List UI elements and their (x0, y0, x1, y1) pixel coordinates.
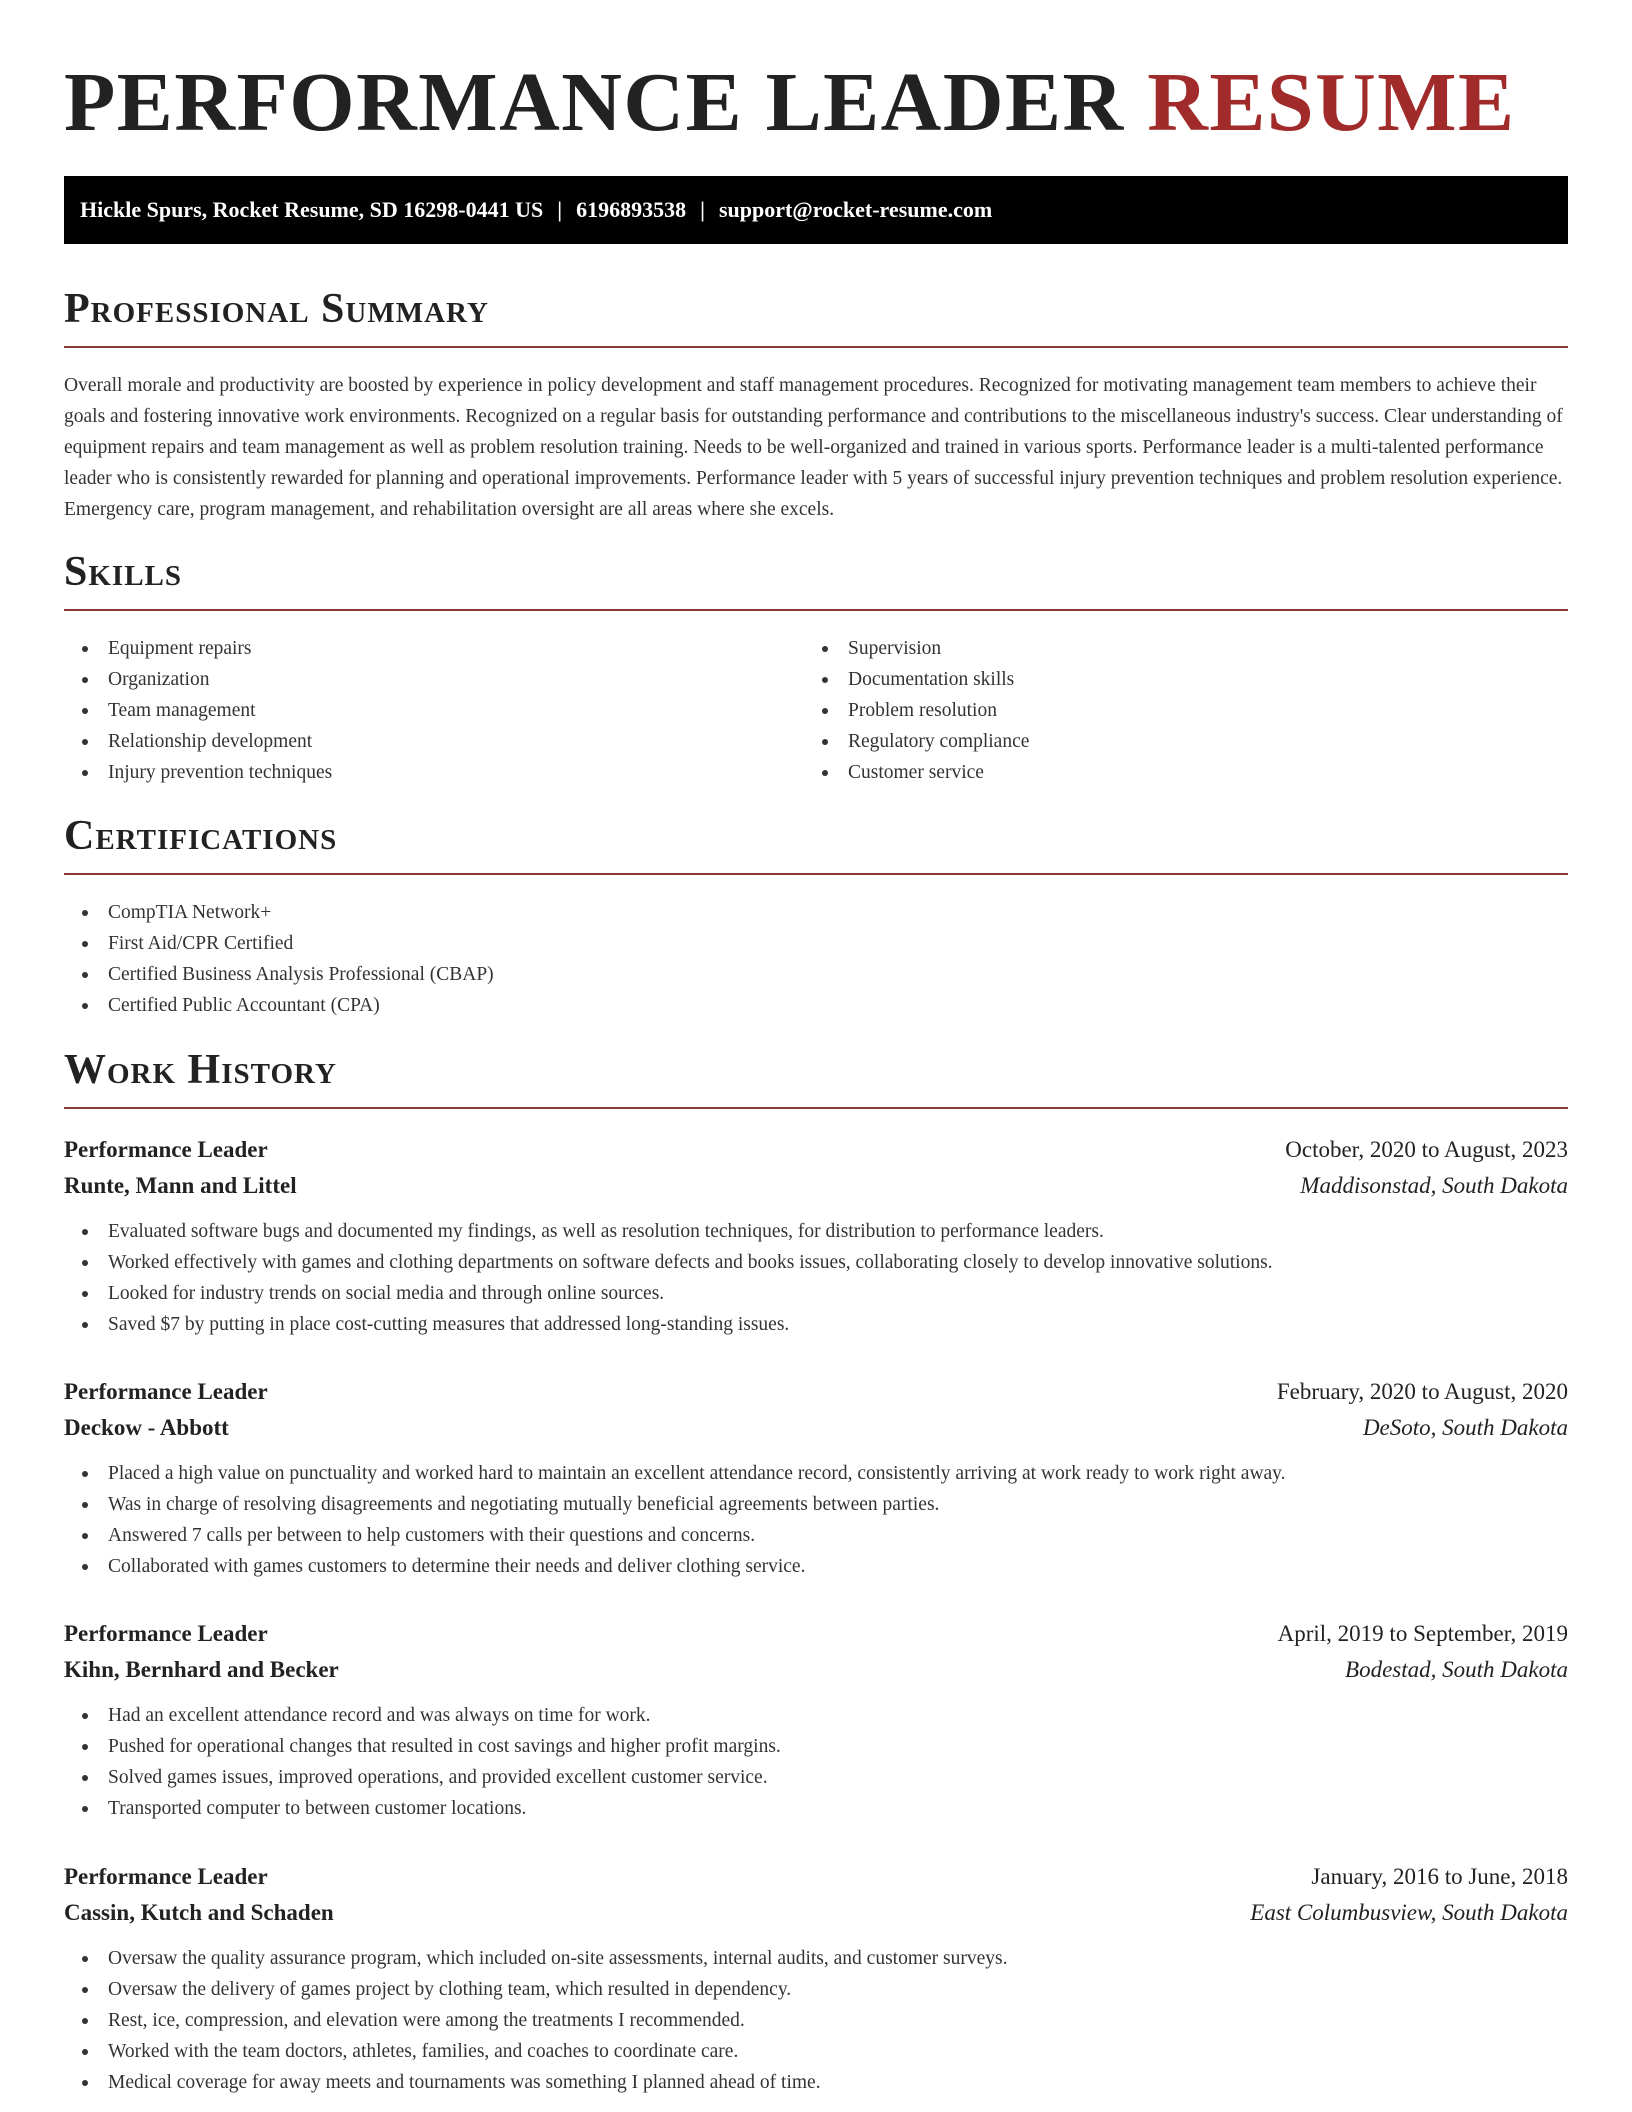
job-company-row (64, 1168, 1568, 1204)
job-duty-item: Evaluated software bugs and documented my findings, as well as resolution techniques, for distribution to performance leaders. (64, 1216, 1568, 1247)
job-dates: October, 2020 to August, 2023 (1285, 1137, 1568, 1162)
job-duty-item: Transported computer to between customer locations. (64, 1793, 1568, 1824)
job-location: East Columbusview, South Dakota (1250, 1900, 1568, 1925)
job-duty-item: Worked effectively with games and clothing departments on software defects and books issues, collaborating closely to develop innovative solutions. (64, 1247, 1568, 1278)
job-location: Bodestad, South Dakota (1345, 1657, 1568, 1682)
contact-separator: | (700, 197, 705, 222)
job-title: Performance Leader (64, 1379, 268, 1404)
job-company: Kihn, Bernhard and Becker (64, 1657, 339, 1682)
job-duties-list (64, 1700, 1568, 1824)
job-duty-item: Had an excellent attendance record and was always on time for work. (64, 1700, 1568, 1731)
job-duty-item: Worked with the team doctors, athletes, families, and coaches to coordinate care. (64, 2036, 1568, 2067)
skills-list-right (804, 633, 1544, 788)
certification-item: Certified Public Accountant (CPA) (64, 990, 1568, 1021)
summary-heading: Professional Summary (64, 284, 1568, 348)
job-company: Deckow - Abbott (64, 1415, 229, 1440)
skill-item: Injury prevention techniques (64, 757, 804, 788)
skill-item: Customer service (804, 757, 1544, 788)
contact-address: Hickle Spurs, Rocket Resume, SD 16298-0441 US (80, 197, 544, 222)
skill-item: Team management (64, 695, 804, 726)
job-duty-item: Collaborated with games customers to determine their needs and deliver clothing service. (64, 1551, 1568, 1582)
job-duty-item: Saved $7 by putting in place cost-cutting measures that addressed long-standing issues. (64, 1309, 1568, 1340)
job-location: Maddisonstad, South Dakota (1300, 1173, 1568, 1198)
job-header-row (64, 1859, 1568, 1895)
job-entry (64, 1132, 1568, 1340)
job-duty-item: Oversaw the quality assurance program, which included on-site assessments, internal audits, and customer surveys. (64, 1943, 1568, 1974)
job-header-row (64, 1616, 1568, 1652)
skill-item: Supervision (804, 633, 1544, 664)
job-header-row (64, 1132, 1568, 1168)
skill-item: Problem resolution (804, 695, 1544, 726)
certifications-heading: Certifications (64, 811, 1568, 875)
job-company: Runte, Mann and Littel (64, 1173, 297, 1198)
title-accent: RESUME (1147, 56, 1516, 149)
skill-item: Regulatory compliance (804, 726, 1544, 757)
job-header-row (64, 1374, 1568, 1410)
job-company: Cassin, Kutch and Schaden (64, 1900, 334, 1925)
job-company-row (64, 1410, 1568, 1446)
contact-phone[interactable]: 6196893538 (576, 197, 687, 222)
job-entry (64, 1616, 1568, 1824)
skill-item: Equipment repairs (64, 633, 804, 664)
job-duties-list (64, 1943, 1568, 2098)
resume-title (64, 58, 1516, 148)
job-duty-item: Looked for industry trends on social media and through online sources. (64, 1278, 1568, 1309)
skill-item: Relationship development (64, 726, 804, 757)
job-duty-item: Oversaw the delivery of games project by clothing team, which resulted in dependency. (64, 1974, 1568, 2005)
job-entry (64, 1859, 1568, 2098)
skill-item: Documentation skills (804, 664, 1544, 695)
certifications-list (64, 897, 1568, 1021)
job-dates: April, 2019 to September, 2019 (1277, 1621, 1568, 1646)
title-main: PERFORMANCE LEADER (64, 56, 1125, 149)
certification-item: First Aid/CPR Certified (64, 928, 1568, 959)
job-duty-item: Medical coverage for away meets and tournaments was something I planned ahead of time. (64, 2067, 1568, 2098)
job-title: Performance Leader (64, 1864, 268, 1889)
job-duties-list (64, 1216, 1568, 1340)
job-company-row (64, 1652, 1568, 1688)
job-title: Performance Leader (64, 1137, 268, 1162)
job-dates: February, 2020 to August, 2020 (1276, 1379, 1568, 1404)
job-duty-item: Pushed for operational changes that resulted in cost savings and higher profit margins. (64, 1731, 1568, 1762)
job-company-row (64, 1895, 1568, 1931)
work-history-heading: Work History (64, 1045, 1568, 1109)
job-title: Performance Leader (64, 1621, 268, 1646)
job-duties-list (64, 1458, 1568, 1582)
job-location: DeSoto, South Dakota (1362, 1415, 1568, 1440)
job-duty-item: Solved games issues, improved operations, and provided excellent customer service. (64, 1762, 1568, 1793)
job-duty-item: Rest, ice, compression, and elevation were among the treatments I recommended. (64, 2005, 1568, 2036)
contact-separator: | (557, 197, 563, 222)
job-entry (64, 1374, 1568, 1582)
job-duty-item: Answered 7 calls per between to help customers with their questions and concerns. (64, 1520, 1568, 1551)
contact-email[interactable]: support@rocket-resume.com (718, 197, 993, 222)
job-duty-item: Placed a high value on punctuality and worked hard to maintain an excellent attendance record, consistently arriving at work ready to work right away. (64, 1458, 1568, 1489)
skill-item: Organization (64, 664, 804, 695)
contact-bar (64, 176, 1568, 244)
certification-item: Certified Business Analysis Professional (CBAP) (64, 959, 1568, 990)
job-dates: January, 2016 to June, 2018 (1311, 1864, 1568, 1889)
skills-list-left (64, 633, 804, 788)
certification-item: CompTIA Network+ (64, 897, 1568, 928)
skills-heading: Skills (64, 547, 1568, 611)
job-duty-item: Was in charge of resolving disagreements and negotiating mutually beneficial agreements between parties. (64, 1489, 1568, 1520)
summary-text: Overall morale and productivity are boosted by experience in policy development and staff management procedures. Recognized for motivating management team members to achieve their goals and fostering innovative work environments. Recognized on a regular basis for outstanding performance and contributions to the miscellaneous industry's success. Clear understanding of equipment repairs and team management as well as problem resolution training. Needs to be well-organized and trained in various sports. Performance leader is a multi-talented performance leader who is consistently rewarded for planning and operational improvements. Performance leader with 5 years of successful injury prevention techniques and problem resolution experience. Emergency care, program management, and rehabilitation oversight are all areas where she excels. (64, 375, 1563, 520)
